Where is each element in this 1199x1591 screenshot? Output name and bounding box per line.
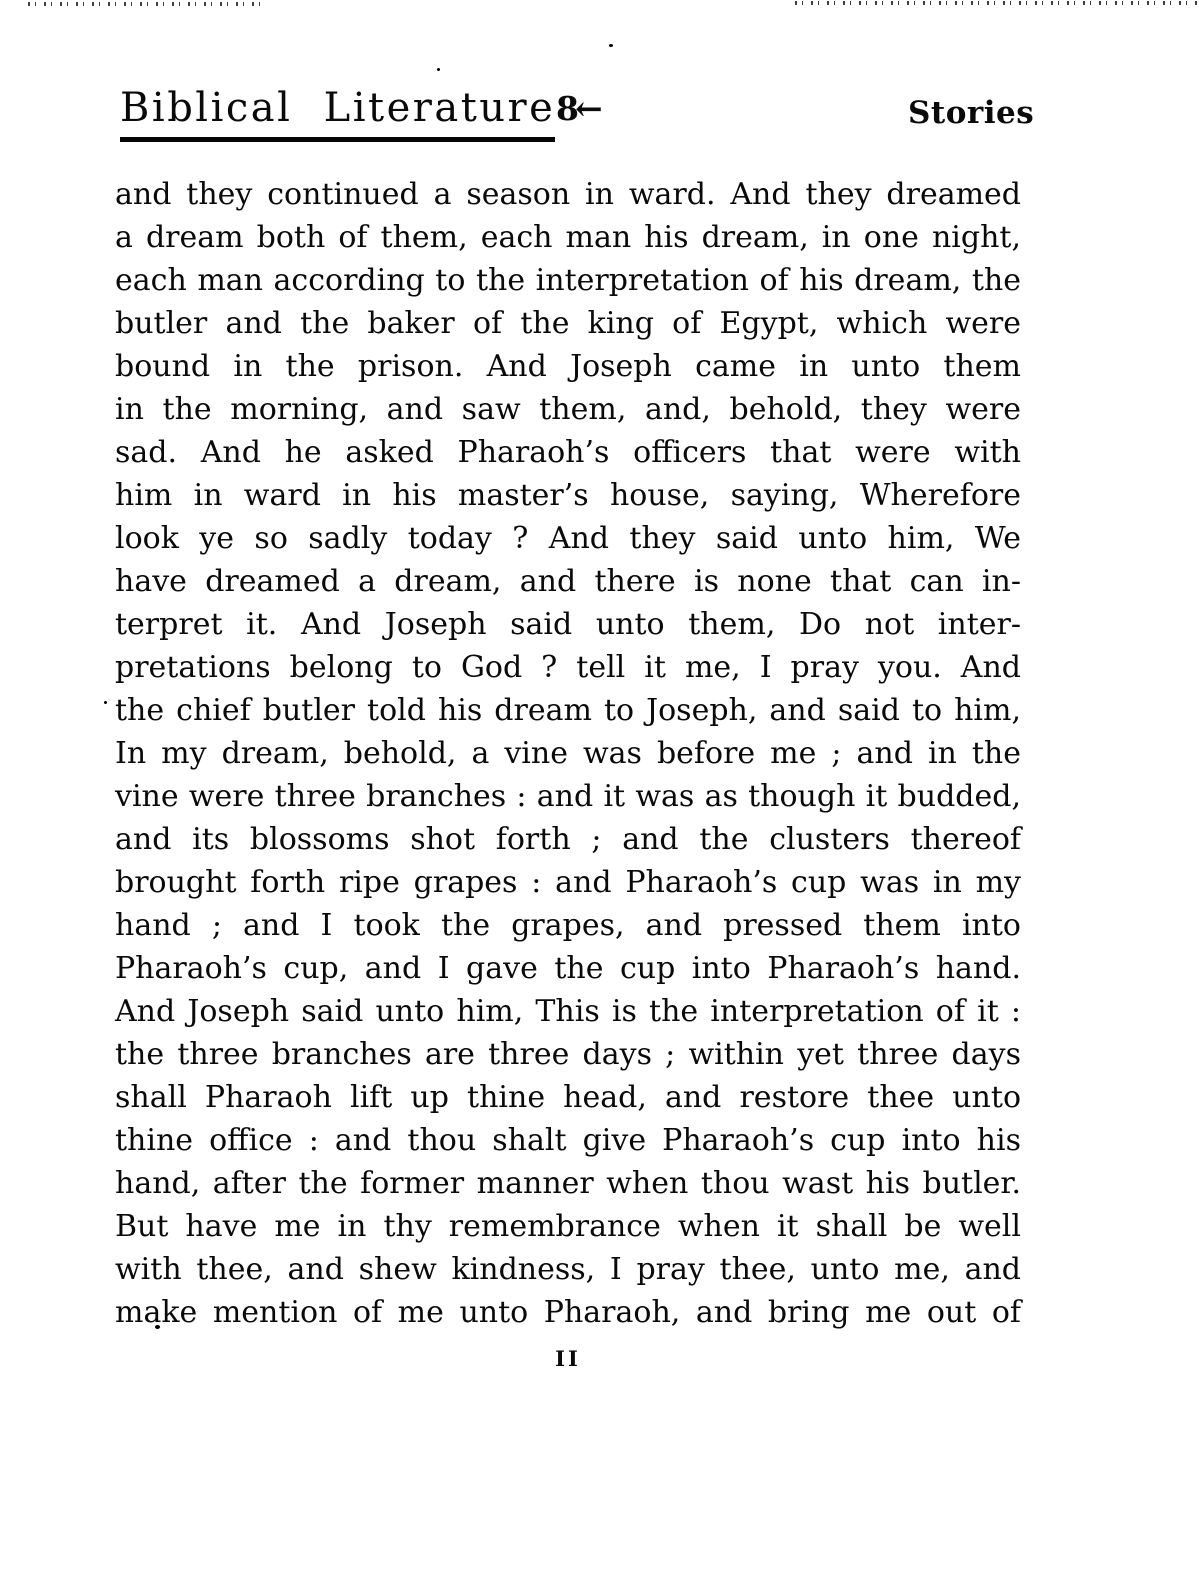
text-line: hand, after the former manner when thou wast his butler. [115, 1166, 1021, 1201]
scan-speck [104, 701, 107, 704]
page-title: Biblical Literature [120, 88, 555, 142]
text-line: butler and the baker of the king of Egypt, which were [115, 306, 1021, 341]
scan-speck [609, 44, 613, 47]
text-line: But have me in thy remembrance when it shall be well [115, 1209, 1021, 1244]
scan-speck [437, 68, 440, 71]
text-line: hand ; and I took the grapes, and pressed them into [115, 908, 1021, 943]
body-text-column [115, 173, 1021, 1334]
text-line: the chief butler told his dream to Joseph, and said to him, [115, 693, 1021, 728]
text-line: sad. And he asked Pharaoh’s officers that were with [115, 435, 1021, 470]
text-line: and they continued a season in ward. And they dreamed [115, 177, 1021, 212]
text-line: brought forth ripe grapes : and Pharaoh’s cup was in my [115, 865, 1021, 900]
scan-noise-top-right [795, 1, 1199, 5]
text-line: vine were three branches : and it was as though it budded, [115, 779, 1021, 814]
text-line: and its blossoms shot forth ; and the clusters thereof [115, 822, 1021, 857]
text-line: In my dream, behold, a vine was before me ; and in the [115, 736, 1021, 771]
text-line: look ye so sadly today ? And they said unto him, We [115, 521, 1021, 556]
fleuron-ornament-icon: 8← [556, 89, 599, 128]
text-line: pretations belong to God ? tell it me, I pray you. And [115, 650, 1021, 685]
text-line: a dream both of them, each man his dream, in one night, [115, 220, 1021, 255]
text-line: make mention of me unto Pharaoh, and bring me out of [115, 1295, 1021, 1330]
text-line: terpret it. And Joseph said unto them, Do not inter- [115, 607, 1021, 642]
text-line: bound in the prison. And Joseph came in unto them [115, 349, 1021, 384]
page-number: II [555, 1346, 581, 1371]
text-line: in the morning, and saw them, and, behold, they were [115, 392, 1021, 427]
section-label: Stories [908, 95, 1035, 131]
text-line: him in ward in his master’s house, saying, Wherefore [115, 478, 1021, 513]
text-line: Pharaoh’s cup, and I gave the cup into Pharaoh’s hand. [115, 951, 1021, 986]
text-line: shall Pharaoh lift up thine head, and restore thee unto [115, 1080, 1021, 1115]
text-line: the three branches are three days ; within yet three days [115, 1037, 1021, 1072]
scan-noise-top-left [28, 2, 263, 6]
text-line: with thee, and shew kindness, I pray thee, unto me, and [115, 1252, 1021, 1287]
text-line: And Joseph said unto him, This is the interpretation of it : [115, 994, 1021, 1029]
text-line: thine office : and thou shalt give Pharaoh’s cup into his [115, 1123, 1021, 1158]
text-line: each man according to the interpretation of his dream, the [115, 263, 1021, 298]
text-line: have dreamed a dream, and there is none that can in- [115, 564, 1021, 599]
